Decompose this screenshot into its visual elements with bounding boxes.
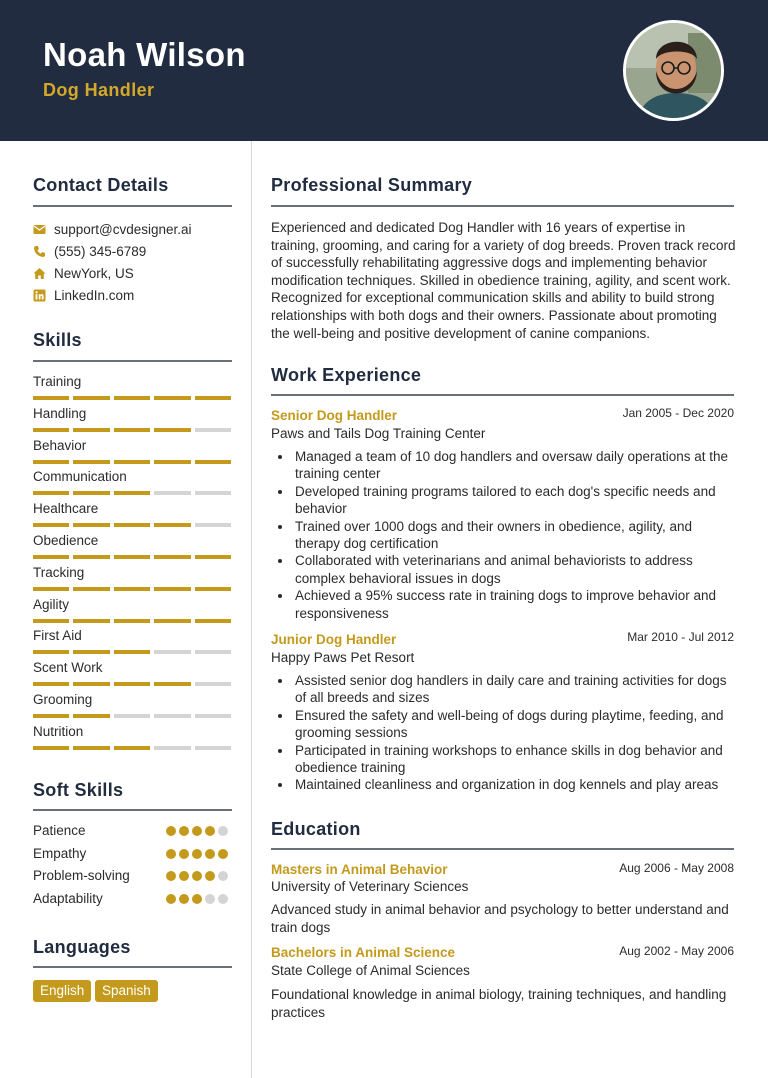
rating-dot-filled — [179, 849, 189, 859]
languages-heading: Languages — [33, 937, 131, 957]
languages-rule — [33, 966, 232, 968]
contact-phone-text: (555) 345-6789 — [54, 244, 147, 259]
job-bullets — [295, 672, 740, 794]
resume-header — [0, 0, 768, 141]
skill-segment-filled — [114, 587, 150, 591]
job-role: Senior Dog Handler — [271, 408, 398, 423]
skill-segment-filled — [154, 460, 190, 464]
rating-dot-empty — [205, 894, 215, 904]
skill-segment-filled — [73, 746, 109, 750]
portrait-image — [626, 23, 724, 121]
contact-heading: Contact Details — [33, 175, 169, 195]
skill-segment-filled — [73, 682, 109, 686]
skill-segment-filled — [154, 428, 190, 432]
rating-dot-filled — [192, 894, 202, 904]
contact-linkedin-text: LinkedIn.com — [54, 288, 135, 303]
skill-segment-filled — [73, 523, 109, 527]
experience-rule — [271, 394, 734, 396]
skill-segment-filled — [73, 491, 109, 495]
skill-segment-filled — [73, 619, 109, 623]
contact-rule — [33, 205, 232, 207]
skill-segment-filled — [73, 396, 109, 400]
rating-dot-filled — [192, 849, 202, 859]
skill-level-bar — [33, 555, 231, 559]
skill-segment-empty — [195, 650, 231, 654]
skill-label: Obedience — [33, 533, 99, 548]
job-dates: Mar 2010 - Jul 2012 — [627, 630, 734, 644]
degree-dates: Aug 2006 - May 2008 — [619, 861, 734, 875]
rating-dot-filled — [166, 826, 176, 836]
degree-description: Foundational knowledge in animal biology, training techniques, and handling practices — [271, 987, 727, 1020]
contact-location — [33, 266, 134, 281]
skill-level-bar — [33, 428, 231, 432]
degree-title: Bachelors in Animal Science — [271, 945, 456, 960]
skill-segment-filled — [114, 523, 150, 527]
skill-segment-filled — [195, 396, 231, 400]
skill-segment-empty — [195, 428, 231, 432]
skill-segment-empty — [195, 491, 231, 495]
skill-label: Behavior — [33, 437, 87, 453]
skill-segment-filled — [154, 523, 190, 527]
skill-segment-filled — [73, 714, 109, 718]
contact-phone[interactable] — [33, 244, 146, 259]
skill-segment-filled — [33, 555, 69, 559]
job-bullets — [295, 448, 740, 622]
skills-rule — [33, 360, 232, 362]
skill-segment-filled — [73, 460, 109, 464]
skill-level-bar — [33, 682, 231, 686]
skill-label: Healthcare — [33, 501, 99, 517]
skill-label: Grooming — [33, 692, 93, 707]
skill-segment-filled — [154, 587, 190, 591]
job-bullet: Managed a team of 10 dog handlers and oversaw daily operations at the training center — [295, 448, 740, 483]
skill-segment-filled — [73, 428, 109, 432]
skill-segment-filled — [114, 619, 150, 623]
skill-segment-filled — [114, 650, 150, 654]
skill-label: Tracking — [33, 564, 85, 580]
rating-dot-filled — [166, 894, 176, 904]
job-dates: Jan 2005 - Dec 2020 — [622, 406, 734, 420]
skill-segment-filled — [73, 587, 109, 591]
skill-segment-filled — [195, 619, 231, 623]
skill-level-bar — [33, 396, 231, 400]
job-role: Junior Dog Handler — [271, 632, 397, 647]
skill-level-bar — [33, 523, 231, 527]
skill-segment-filled — [73, 650, 109, 654]
skill-level-bar — [33, 460, 231, 464]
language-badge: English — [33, 980, 91, 1002]
skill-label: Handling — [33, 405, 87, 421]
profile-photo — [623, 20, 724, 121]
skill-level-bar — [33, 714, 231, 718]
skill-segment-filled — [195, 460, 231, 464]
skill-segment-empty — [195, 682, 231, 686]
rating-dot-filled — [218, 849, 228, 859]
summary-rule — [271, 205, 734, 207]
skill-segment-filled — [195, 587, 231, 591]
job-bullet: Developed training programs tailored to each dog's specific needs and behavior — [295, 483, 740, 518]
skill-segment-filled — [33, 491, 69, 495]
job-bullet: Collaborated with veterinarians and animal behaviorists to address complex behavioral issues in dogs — [295, 552, 740, 587]
job-company: Paws and Tails Dog Training Center — [271, 426, 486, 441]
skill-label: Training — [33, 374, 82, 389]
skill-segment-empty — [114, 714, 150, 718]
rating-dot-filled — [205, 826, 215, 836]
rating-dot-empty — [218, 826, 228, 836]
candidate-title: Dog Handler — [43, 80, 155, 100]
soft-skill-label: Adaptability — [33, 890, 103, 906]
skill-segment-filled — [154, 682, 190, 686]
candidate-name: Noah Wilson — [43, 36, 246, 73]
contact-email-text: support@cvdesigner.ai — [54, 222, 192, 237]
degree-title: Masters in Animal Behavior — [271, 862, 448, 877]
skill-segment-empty — [195, 523, 231, 527]
skill-segment-filled — [33, 746, 69, 750]
job-bullet: Ensured the safety and well-being of dogs during playtime, feeding, and grooming sessions — [295, 707, 740, 742]
home-icon — [33, 267, 46, 280]
skill-segment-filled — [114, 682, 150, 686]
rating-dot-filled — [179, 871, 189, 881]
skill-segment-filled — [195, 555, 231, 559]
skill-segment-filled — [33, 682, 69, 686]
skill-segment-filled — [33, 714, 69, 718]
soft-skill-label: Patience — [33, 823, 86, 838]
job-bullet: Maintained cleanliness and organization in dog kennels and play areas — [295, 776, 740, 793]
school-name: State College of Animal Sciences — [271, 963, 470, 978]
skill-segment-filled — [154, 396, 190, 400]
job-bullet: Achieved a 95% success rate in training dogs to improve behavior and responsiveness — [295, 587, 740, 622]
skill-segment-filled — [73, 555, 109, 559]
skill-segment-filled — [114, 491, 150, 495]
skill-label: Agility — [33, 596, 70, 612]
education-rule — [271, 848, 734, 850]
education-heading: Education — [271, 819, 361, 839]
skill-segment-empty — [154, 650, 190, 654]
skill-segment-filled — [33, 587, 69, 591]
rating-dot-filled — [205, 871, 215, 881]
skill-segment-empty — [195, 746, 231, 750]
job-bullet: Trained over 1000 dogs and their owners in obedience, agility, and therapy dog certification — [295, 518, 740, 553]
contact-linkedin[interactable] — [33, 288, 134, 303]
soft-skill-label: Problem-solving — [33, 868, 130, 883]
rating-dot-filled — [179, 826, 189, 836]
soft-skill-rating — [166, 849, 228, 859]
skill-segment-filled — [114, 460, 150, 464]
degree-description: Advanced study in animal behavior and psychology to better understand and train dogs — [271, 902, 729, 935]
contact-email[interactable] — [33, 222, 192, 237]
skill-segment-filled — [114, 396, 150, 400]
skill-segment-empty — [195, 714, 231, 718]
job-bullet: Assisted senior dog handlers in daily care and training activities for dogs of all breeds and sizes — [295, 672, 740, 707]
skill-segment-filled — [154, 619, 190, 623]
skill-segment-filled — [33, 650, 69, 654]
rating-dot-filled — [205, 849, 215, 859]
soft-skill-label: Empathy — [33, 845, 87, 861]
skill-segment-empty — [154, 714, 190, 718]
skill-label: Scent Work — [33, 660, 103, 676]
skill-segment-filled — [33, 460, 69, 464]
skill-label: First Aid — [33, 628, 82, 644]
soft-skills-heading: Soft Skills — [33, 780, 124, 800]
skill-segment-filled — [33, 523, 69, 527]
skill-label: Nutrition — [33, 723, 84, 739]
skill-level-bar — [33, 650, 231, 654]
skill-segment-filled — [114, 555, 150, 559]
rating-dot-filled — [192, 871, 202, 881]
soft-skill-rating — [166, 894, 228, 904]
school-name: University of Veterinary Sciences — [271, 879, 469, 894]
column-divider — [251, 141, 252, 1078]
skill-level-bar — [33, 587, 231, 591]
language-badge: Spanish — [95, 980, 158, 1002]
skill-segment-filled — [114, 746, 150, 750]
skill-level-bar — [33, 619, 231, 623]
skill-segment-filled — [154, 555, 190, 559]
skill-segment-empty — [154, 746, 190, 750]
skill-segment-filled — [33, 619, 69, 623]
rating-dot-filled — [192, 826, 202, 836]
rating-dot-empty — [218, 871, 228, 881]
summary-text: Experienced and dedicated Dog Handler with 16 years of expertise in training, grooming, and caring for a variety of dog breeds. Proven track record of successfully rehabilitating aggressive dogs and implementing behavior modification techniques. Skilled in obedience training, agility, and scent work. Recognized for exceptional communication skills and ability to build strong relationships with both dogs and their owners. Passionate about promoting the well-being and positive development of canine companions. — [271, 220, 736, 341]
skill-segment-filled — [33, 396, 69, 400]
skill-segment-filled — [33, 428, 69, 432]
job-bullet: Participated in training workshops to enhance skills in dog behavior and obedience training — [295, 742, 740, 777]
linkedin-icon — [33, 289, 46, 302]
rating-dot-filled — [179, 894, 189, 904]
soft-skill-rating — [166, 826, 228, 836]
summary-heading: Professional Summary — [271, 175, 473, 195]
skill-segment-empty — [154, 491, 190, 495]
rating-dot-filled — [166, 871, 176, 881]
rating-dot-empty — [218, 894, 228, 904]
skills-heading: Skills — [33, 330, 82, 350]
skill-segment-filled — [114, 428, 150, 432]
skill-level-bar — [33, 746, 231, 750]
envelope-icon — [33, 223, 46, 236]
job-company: Happy Paws Pet Resort — [271, 650, 415, 665]
phone-icon — [33, 245, 46, 258]
skill-label: Communication — [33, 469, 127, 485]
soft-skills-rule — [33, 809, 232, 811]
soft-skill-rating — [166, 871, 228, 881]
skill-level-bar — [33, 491, 231, 495]
degree-dates: Aug 2002 - May 2006 — [619, 944, 734, 958]
contact-location-text: NewYork, US — [54, 266, 134, 281]
rating-dot-filled — [166, 849, 176, 859]
experience-heading: Work Experience — [271, 365, 422, 385]
